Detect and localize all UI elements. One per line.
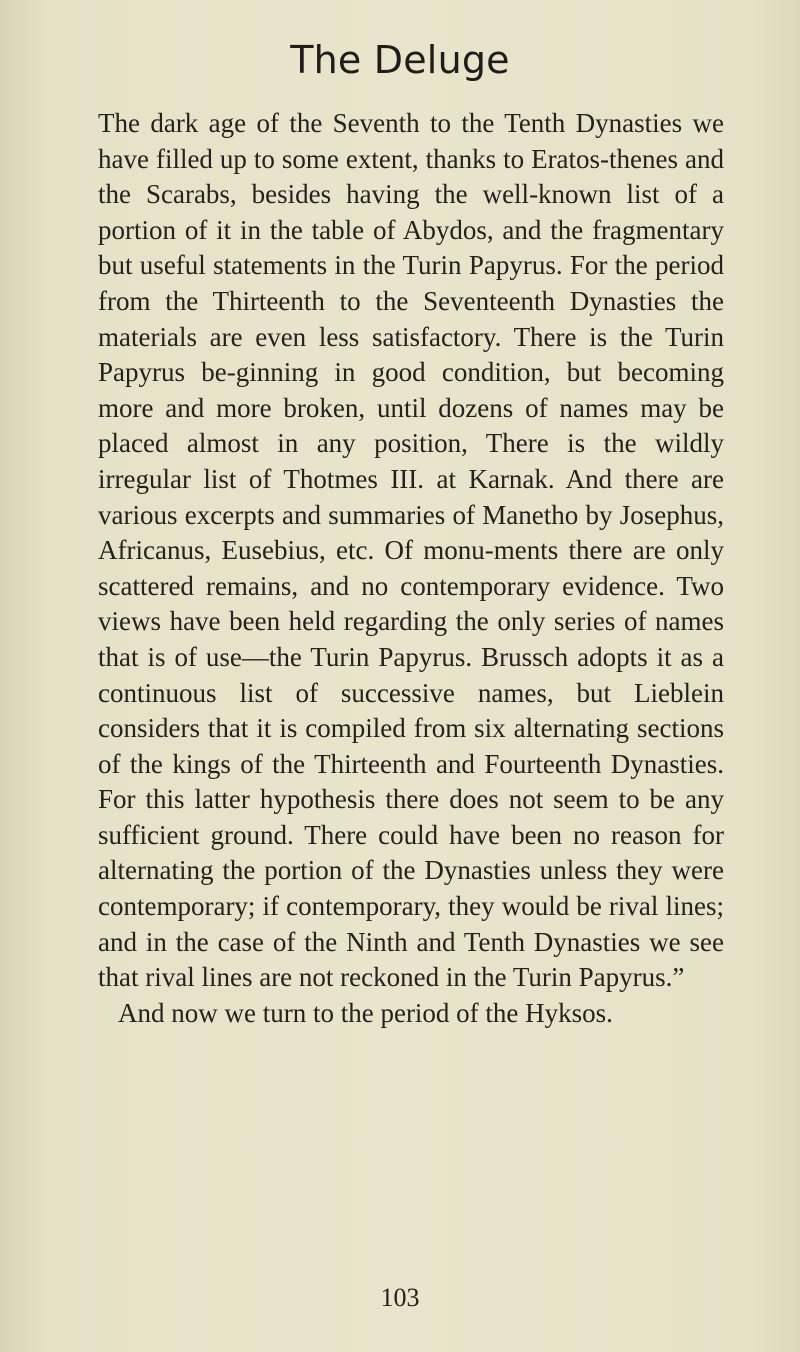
page-number: 103 [380,1283,420,1312]
body-paragraph-closing: And now we turn to the period of the Hyksos. [118,997,613,1028]
body-text [98,106,724,1031]
running-head-title: The Deluge [290,38,510,82]
body-paragraph: The dark age of the Seventh to the Tenth Dynasties we have filled up to some extent, thanks to Eratos-thenes and the Scarabs, besides having the well-known list of a portion of it in the table of Abydos, and the fragmentary but useful statements in the Turin Papyrus. For the period from the Thirteenth to the Seventeenth Dynasties the materials are even less satisfactory. There is the Turin Papyrus be-ginning in good condition, but becoming more and more broken, until dozens of names may be placed almost in any position, There is the wildly irregular list of Thotmes III. at Karnak. And there are various excerpts and summaries of Manetho by Josephus, Africanus, Eusebius, etc. Of monu-ments there are only scattered remains, and no contemporary evidence. Two views have been held regarding the only series of names that is of use—the Turin Papyrus. Brussch adopts it as a continuous list of successive names, but Lieblein considers that it is compiled from six alternating sections of the kings of the Thirteenth and Fourteenth Dynasties. For this latter hypothesis there does not seem to be any sufficient ground. There could have been no reason for alternating the portion of the Dynasties unless they were contemporary; if contemporary, they would be rival lines; and in the case of the Ninth and Tenth Dynasties we see that rival lines are not reckoned in the Turin Papyrus.” [98,108,724,993]
